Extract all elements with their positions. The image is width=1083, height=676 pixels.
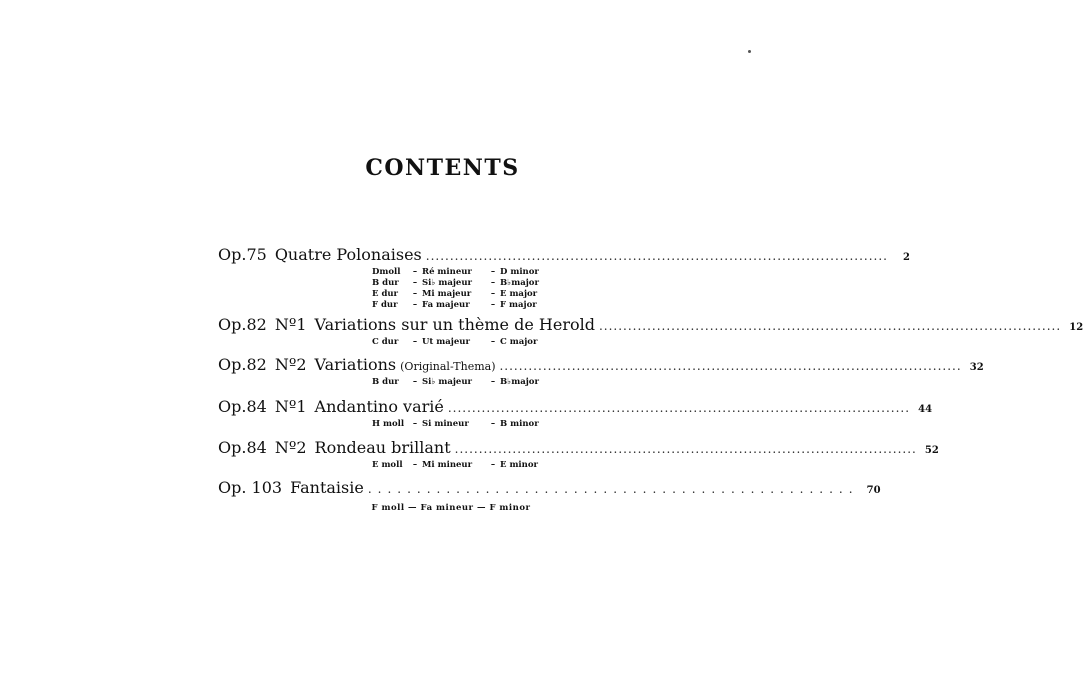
dot-leader: ................................................................................................ bbox=[598, 319, 1062, 333]
key-english: B♭major bbox=[500, 377, 539, 387]
dot-leader: ................................................................................................ bbox=[447, 401, 911, 415]
key-row bbox=[372, 300, 684, 311]
key-row: F moll — Fa mineur — F minor bbox=[371, 503, 531, 513]
work-title: Variations bbox=[314, 355, 397, 374]
key-english: E minor bbox=[500, 460, 538, 470]
toc-entry bbox=[218, 355, 984, 388]
key-separator: – bbox=[490, 337, 496, 347]
toc-entry bbox=[218, 315, 1083, 348]
opus-number: Op.84 bbox=[218, 438, 267, 457]
key-list bbox=[372, 267, 684, 311]
paper-speck bbox=[748, 50, 751, 53]
key-french: Ré mineur bbox=[422, 267, 472, 277]
toc-line bbox=[218, 355, 984, 377]
work-title: Rondeau brillant bbox=[314, 438, 451, 457]
toc-line bbox=[218, 315, 1083, 337]
key-english: D minor bbox=[500, 267, 539, 277]
key-french: Ut majeur bbox=[422, 337, 470, 347]
key-row bbox=[372, 267, 684, 278]
key-separator: – bbox=[412, 267, 418, 277]
key-french: Mi majeur bbox=[422, 289, 472, 299]
toc-line bbox=[218, 438, 939, 460]
toc-entry bbox=[218, 478, 881, 514]
work-number: Nº1 bbox=[274, 397, 307, 416]
dot-leader: ................................................................................................ bbox=[454, 442, 917, 456]
key-list bbox=[218, 503, 684, 514]
key-english: B minor bbox=[500, 419, 539, 429]
key-row bbox=[372, 377, 684, 388]
toc-line bbox=[218, 478, 881, 500]
key-german: Dmoll bbox=[372, 267, 401, 277]
key-german: E moll bbox=[372, 460, 403, 470]
key-german: B dur bbox=[372, 377, 399, 387]
key-french: Si♭ majeur bbox=[422, 377, 472, 387]
key-list bbox=[372, 337, 684, 348]
key-row bbox=[372, 419, 684, 430]
opus-number: Op.82 bbox=[218, 355, 267, 374]
page-title: CONTENTS bbox=[365, 155, 520, 181]
key-list bbox=[372, 460, 684, 471]
key-german: C dur bbox=[372, 337, 399, 347]
key-german: F dur bbox=[372, 300, 398, 310]
toc-line bbox=[218, 397, 933, 419]
key-separator: – bbox=[490, 377, 496, 387]
page-number: 2 bbox=[902, 252, 910, 263]
key-list bbox=[372, 419, 684, 430]
dot-leader: ................................................................................................ bbox=[499, 359, 962, 373]
key-english: E major bbox=[500, 289, 538, 299]
key-german: H moll bbox=[372, 419, 405, 429]
toc-line bbox=[218, 245, 910, 267]
key-separator: – bbox=[412, 377, 418, 387]
opus-number: Op.84 bbox=[218, 397, 267, 416]
toc-entry bbox=[218, 438, 939, 471]
key-row bbox=[372, 337, 684, 348]
key-row bbox=[372, 278, 684, 289]
opus-number: Op.82 bbox=[218, 315, 267, 334]
page-number: 44 bbox=[918, 404, 933, 415]
page-number: 70 bbox=[866, 485, 881, 496]
dot-leader: ................................................................................................ bbox=[425, 249, 888, 263]
work-title: Fantaisie bbox=[290, 478, 364, 497]
work-subtitle: (Original-Thema) bbox=[400, 360, 496, 373]
dot-leader: .................................................. bbox=[367, 482, 859, 496]
work-title: Andantino varié bbox=[314, 397, 444, 416]
key-row bbox=[372, 460, 684, 471]
key-separator: – bbox=[490, 419, 496, 429]
work-number: Nº2 bbox=[274, 355, 307, 374]
work-number: Nº2 bbox=[274, 438, 307, 457]
key-english: F major bbox=[500, 300, 537, 310]
key-english: C major bbox=[500, 337, 538, 347]
key-separator: – bbox=[412, 460, 418, 470]
key-english: B♭major bbox=[500, 278, 539, 288]
key-french: Fa majeur bbox=[422, 300, 470, 310]
page-number: 32 bbox=[969, 362, 984, 373]
key-separator: – bbox=[412, 300, 418, 310]
key-list bbox=[372, 377, 684, 388]
key-german: B dur bbox=[372, 278, 399, 288]
key-separator: – bbox=[490, 278, 496, 288]
page-number: 12 bbox=[1069, 322, 1083, 333]
key-german: E dur bbox=[372, 289, 399, 299]
key-row bbox=[372, 289, 684, 300]
key-separator: – bbox=[412, 337, 418, 347]
key-separator: – bbox=[412, 419, 418, 429]
toc-entry bbox=[218, 397, 933, 430]
key-separator: – bbox=[490, 267, 496, 277]
key-french: Si♭ majeur bbox=[422, 278, 472, 288]
opus-number: Op. 103 bbox=[218, 478, 283, 497]
work-number: Nº1 bbox=[274, 315, 307, 334]
work-title: Quatre Polonaises bbox=[274, 245, 422, 264]
opus-number: Op.75 bbox=[218, 245, 267, 264]
key-separator: – bbox=[412, 289, 418, 299]
key-separator: – bbox=[490, 300, 496, 310]
page-number: 52 bbox=[924, 445, 939, 456]
key-separator: – bbox=[490, 460, 496, 470]
key-separator: – bbox=[412, 278, 418, 288]
key-french: Mi mineur bbox=[422, 460, 473, 470]
key-french: Si mineur bbox=[422, 419, 469, 429]
toc-entry bbox=[218, 245, 910, 311]
key-separator: – bbox=[490, 289, 496, 299]
work-title: Variations sur un thème de Herold bbox=[314, 315, 595, 334]
